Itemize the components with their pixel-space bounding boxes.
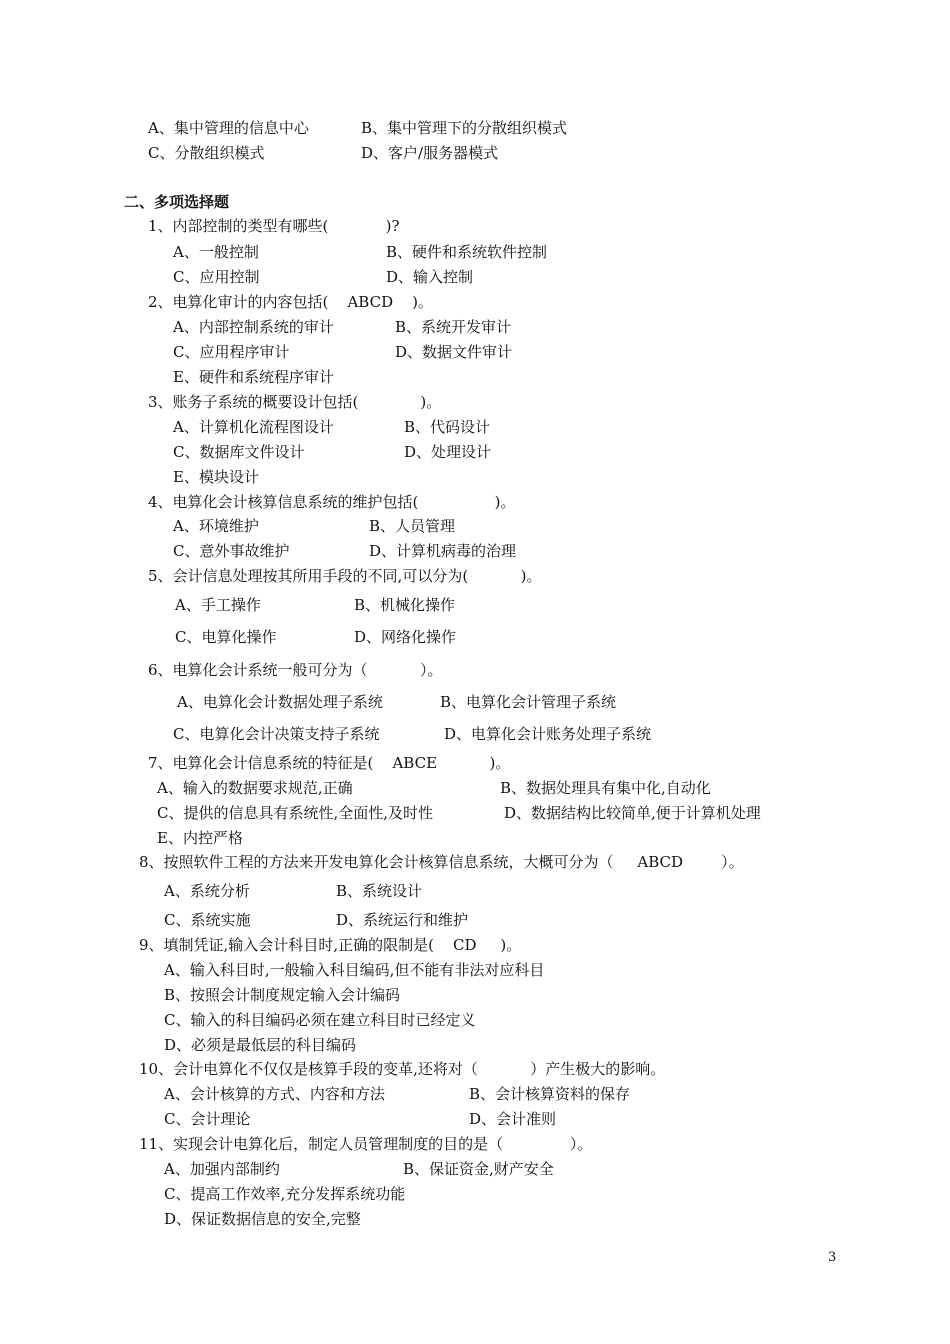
q10-option-d: D、会计准则 [469, 1110, 557, 1128]
q3-option-d: D、处理设计 [404, 443, 492, 461]
q10-option-a: A、会计核算的方式、内容和方法 [164, 1085, 385, 1103]
q6-option-b: B、电算化会计管理子系统 [440, 693, 617, 711]
q1-option-b: B、硬件和系统软件控制 [386, 243, 548, 261]
q8-option-b: B、系统设计 [336, 882, 423, 900]
q9-stem: 9、填制凭证,输入会计科目时,正确的限制是( CD )。 [139, 936, 522, 954]
q6-option-c: C、电算化会计决策支持子系统 [173, 725, 380, 743]
q11-option-a: A、加强内部制约 [164, 1160, 280, 1178]
q1-option-c: C、应用控制 [173, 268, 260, 286]
q2-option-a: A、内部控制系统的审计 [173, 318, 334, 336]
section-title: 二、多项选择题 [124, 193, 230, 211]
q11-option-c: C、提高工作效率,充分发挥系统功能 [164, 1185, 406, 1203]
q11-option-b: B、保证资金,财产安全 [403, 1160, 554, 1178]
q9-option-a: A、输入科目时,一般输入科目编码,但不能有非法对应科目 [164, 961, 545, 979]
q6-option-d: D、电算化会计账务处理子系统 [444, 725, 652, 743]
prev-option-d: D、客户/服务器模式 [361, 144, 499, 162]
q6-stem: 6、电算化会计系统一般可分为（ ）。 [148, 661, 443, 679]
q8-option-d: D、系统运行和维护 [336, 911, 469, 929]
q3-option-e: E、模块设计 [173, 468, 259, 486]
q7-option-b: B、数据处理具有集中化,自动化 [500, 779, 711, 797]
q2-option-b: B、系统开发审计 [395, 318, 512, 336]
q10-option-c: C、会计理论 [164, 1110, 251, 1128]
q3-option-b: B、代码设计 [404, 418, 491, 436]
q7-option-c: C、提供的信息具有系统性,全面性,及时性 [157, 804, 434, 822]
q3-option-a: A、计算机化流程图设计 [173, 418, 334, 436]
q7-option-e: E、内控严格 [157, 829, 243, 847]
q9-option-c: C、输入的科目编码必须在建立科目时已经定义 [164, 1011, 476, 1029]
q5-option-a: A、手工操作 [175, 596, 261, 614]
q8-stem: 8、按照软件工程的方法来开发电算化会计核算信息系统，大概可分为（ ABCD ）。 [139, 853, 744, 871]
q4-option-b: B、人员管理 [369, 517, 456, 535]
q4-option-a: A、环境维护 [173, 517, 259, 535]
q10-stem: 10、会计电算化不仅仅是核算手段的变革,还将对（ ）产生极大的影响。 [139, 1060, 666, 1078]
q5-option-d: D、网络化操作 [354, 628, 457, 646]
q2-option-c: C、应用程序审计 [173, 343, 290, 361]
q2-option-e: E、硬件和系统程序审计 [173, 368, 334, 386]
q8-option-c: C、系统实施 [164, 911, 251, 929]
q10-option-b: B、会计核算资料的保存 [469, 1085, 631, 1103]
q6-option-a: A、电算化会计数据处理子系统 [177, 693, 383, 711]
prev-option-c: C、分散组织模式 [148, 144, 265, 162]
q11-stem: 11、实现会计电算化后，制定人员管理制度的目的是（ ）。 [139, 1135, 593, 1153]
q3-stem: 3、账务子系统的概要设计包括( )。 [148, 393, 442, 411]
q3-option-c: C、数据库文件设计 [173, 443, 305, 461]
q5-option-b: B、机械化操作 [354, 596, 456, 614]
q1-stem: 1、内部控制的类型有哪些( )? [148, 217, 400, 235]
page-number: 3 [828, 1250, 837, 1265]
q5-option-c: C、电算化操作 [175, 628, 277, 646]
q7-option-d: D、数据结构比较简单,便于计算机处理 [504, 804, 761, 822]
q9-option-d: D、必须是最低层的科目编码 [164, 1036, 357, 1054]
prev-option-a: A、集中管理的信息中心 [148, 119, 309, 137]
q5-stem: 5、会计信息处理按其所用手段的不同,可以分为( )。 [148, 567, 542, 585]
q7-stem: 7、电算化会计信息系统的特征是( ABCE )。 [148, 754, 511, 772]
q1-option-d: D、输入控制 [386, 268, 474, 286]
q4-option-d: D、计算机病毒的治理 [369, 542, 517, 560]
q2-stem: 2、电算化审计的内容包括( ABCD )。 [148, 293, 434, 311]
q9-option-b: B、按照会计制度规定输入会计编码 [164, 986, 401, 1004]
q11-option-d: D、保证数据信息的安全,完整 [164, 1210, 361, 1228]
q1-option-a: A、一般控制 [173, 243, 259, 261]
q7-option-a: A、输入的数据要求规范,正确 [157, 779, 353, 797]
q8-option-a: A、系统分析 [164, 882, 250, 900]
q4-stem: 4、电算化会计核算信息系统的维护包括( )。 [148, 493, 516, 511]
prev-option-b: B、集中管理下的分散组织模式 [361, 119, 568, 137]
q4-option-c: C、意外事故维护 [173, 542, 290, 560]
q2-option-d: D、数据文件审计 [395, 343, 513, 361]
